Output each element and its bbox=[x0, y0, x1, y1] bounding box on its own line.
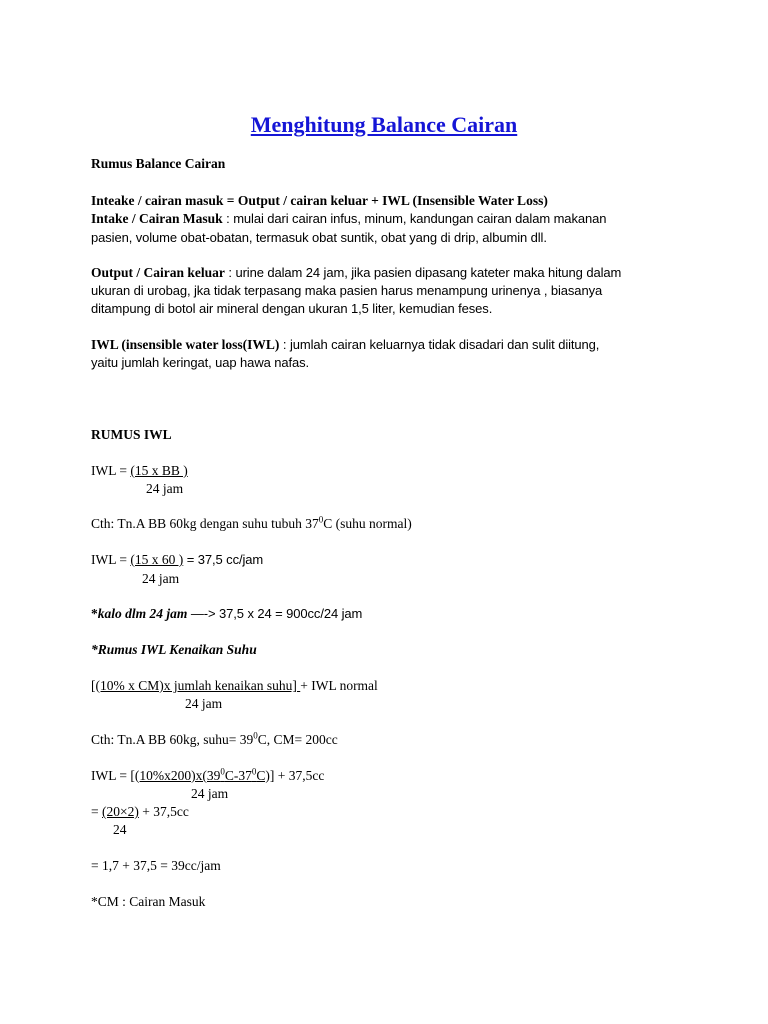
example-1-prefix: Cth: Tn.A BB 60kg dengan suhu tubuh 37 bbox=[91, 516, 319, 531]
output-paragraph bbox=[91, 264, 621, 282]
iwl-formula bbox=[91, 462, 188, 480]
output-text-2: ukuran di urobag, jka tidak terpasang maka pasien harus menampung urinenya , biasanya bbox=[91, 283, 603, 298]
step-3: = 1,7 + 37,5 = 39cc/jam bbox=[91, 858, 221, 873]
example-1 bbox=[91, 515, 412, 533]
output-text-1: : urine dalam 24 jam, jika pasien dipasang kateter maka hitung dalam bbox=[224, 265, 622, 280]
example-1-suffix: C (suhu normal) bbox=[323, 516, 412, 531]
note-24-jam bbox=[91, 605, 362, 623]
output-label: Output / Cairan keluar bbox=[91, 265, 225, 280]
example-1-calc-result: = 37,5 cc/jam bbox=[183, 552, 264, 567]
example-2-suffix: C, CM= 200cc bbox=[257, 732, 338, 747]
note-italic: kalo dlm 24 jam bbox=[97, 606, 188, 621]
iwl-formula-denominator: 24 jam bbox=[146, 481, 184, 496]
example-2-prefix: Cth: Tn.A BB 60kg, suhu= 39 bbox=[91, 732, 254, 747]
kenaikan-formula-numerator: [(10% x CM)x jumlah kenaikan suhu] bbox=[91, 678, 301, 693]
kenaikan-formula-denominator: 24 jam bbox=[185, 696, 223, 711]
degree-superscript: 0 bbox=[253, 730, 258, 741]
note-rest: —-> 37,5 x 24 = 900cc/24 jam bbox=[187, 606, 363, 621]
example-2 bbox=[91, 731, 338, 749]
example-2-calc-lhs: IWL = bbox=[91, 768, 131, 783]
page-title: Menghitung Balance Cairan bbox=[250, 112, 518, 137]
step-2-denominator: 24 bbox=[113, 822, 127, 837]
rumus-balance-heading: Rumus Balance Cairan bbox=[91, 156, 226, 171]
iwl-text-2: yaitu jumlah keringat, uap hawa nafas. bbox=[91, 355, 310, 370]
step-2-lhs: = bbox=[91, 804, 102, 819]
footnote-cm: *CM : Cairan Masuk bbox=[91, 894, 206, 909]
example-2-calc-rest: + 37,5cc bbox=[274, 768, 325, 783]
example-1-calc-denominator: 24 jam bbox=[142, 571, 180, 586]
note-star: * bbox=[91, 606, 98, 621]
step-2-numerator: (20×2) bbox=[102, 804, 139, 819]
iwl-text-1: : jumlah cairan keluarnya tidak disadari dan sulit diitung, bbox=[279, 337, 600, 352]
example-2-calc bbox=[91, 767, 324, 785]
example-1-calc-lhs: IWL = bbox=[91, 552, 131, 567]
kenaikan-formula bbox=[91, 677, 378, 695]
iwl-formula-lhs: IWL = bbox=[91, 463, 131, 478]
output-text-3: ditampung di botol air mineral dengan ukuran 1,5 liter, kemudian feses. bbox=[91, 301, 493, 316]
intake-paragraph bbox=[91, 210, 606, 228]
example-1-calc bbox=[91, 551, 263, 569]
intake-text-2: pasien, volume obat-obatan, termasuk obat suntik, obat yang di drip, albumin dll. bbox=[91, 230, 547, 245]
step-2-rest: + 37,5cc bbox=[138, 804, 189, 819]
intake-label: Intake / Cairan Masuk bbox=[91, 211, 223, 226]
iwl-definition bbox=[91, 336, 599, 354]
balance-formula: Inteake / cairan masuk = Output / cairan keluar + IWL (Insensible Water Loss) bbox=[91, 193, 548, 208]
iwl-label: IWL (insensible water loss(IWL) bbox=[91, 337, 280, 352]
example-2-calc-denominator: 24 jam bbox=[191, 786, 229, 801]
iwl-formula-numerator: (15 x BB ) bbox=[130, 463, 188, 478]
step-2 bbox=[91, 803, 189, 821]
kenaikan-formula-rest: + IWL normal bbox=[300, 678, 378, 693]
degree-superscript: 0 bbox=[318, 514, 324, 525]
example-2-calc-numerator: $[(10\%x200)x(39^0C-37^0C)]$ bbox=[130, 766, 275, 783]
rumus-iwl-heading: RUMUS IWL bbox=[91, 427, 172, 442]
kenaikan-suhu-heading: *Rumus IWL Kenaikan Suhu bbox=[91, 642, 257, 657]
intake-text-1: : mulai dari cairan infus, minum, kandungan cairan dalam makanan bbox=[222, 211, 607, 226]
example-1-calc-numerator: (15 x 60 ) bbox=[130, 552, 184, 567]
